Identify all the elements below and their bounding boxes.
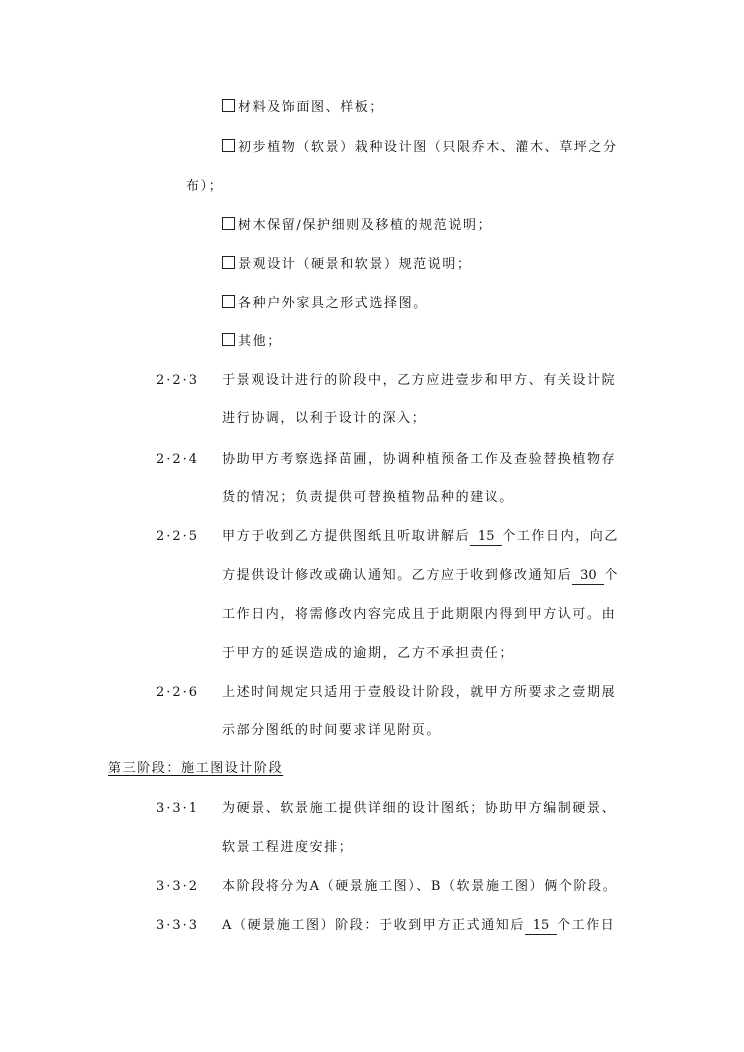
clause-number: 2·2·3	[156, 373, 200, 388]
checkbox-icon	[222, 333, 235, 346]
clause-text-line: 示部分图纸的时间要求详见附页。	[222, 723, 442, 738]
days-blank: 30	[572, 568, 604, 585]
clause-number: 3·3·2	[156, 879, 200, 894]
checkbox-icon	[222, 139, 235, 152]
checklist-item: 树木保留/保护细则及移植的规范说明；	[222, 217, 492, 235]
days-blank: 15	[525, 918, 557, 935]
clause-3-3-2: 3·3·2 本阶段将分为A（硬景施工图）、B（软景施工图）俩个阶段。	[156, 879, 618, 894]
checklist-item: 各种户外家具之形式选择图。	[222, 295, 428, 313]
clause-number: 3·3·1	[156, 801, 200, 816]
clause-number: 2·2·5	[156, 529, 200, 544]
clause-2-2-6: 2·2·6 上述时间规定只适用于壹般设计阶段，就甲方所要求之壹期展	[156, 685, 617, 700]
clause-number: 2·2·4	[156, 452, 200, 467]
clause-text-line: 工作日内，将需修改内容完成且于此期限内得到甲方认可。由	[222, 607, 617, 622]
clause-text-line: 软景工程进度安排；	[222, 840, 354, 855]
clause-number: 2·2·6	[156, 685, 200, 700]
checkbox-icon	[222, 217, 235, 230]
clause-text-line: 货的情况；负责提供可替换植物品种的建议。	[222, 490, 515, 505]
checkbox-icon	[222, 99, 235, 112]
clause-text-line: 于甲方的延误造成的逾期，乙方不承担责任；	[222, 646, 515, 661]
checklist-item: 景观设计（硬景和软景）规范说明；	[222, 256, 472, 274]
days-blank: 15	[470, 529, 502, 546]
clause-3-3-1: 3·3·1 为硬景、软景施工提供详细的设计图纸；协助甲方编制硬景、	[156, 801, 617, 816]
checkbox-icon	[222, 256, 235, 269]
stage-3-heading: 第三阶段：施工图设计阶段	[108, 761, 284, 776]
clause-number: 3·3·3	[156, 918, 200, 933]
clause-text-line: 方提供设计修改或确认通知。乙方应于收到修改通知后 30 个	[222, 568, 620, 583]
clause-2-2-4: 2·2·4 协助甲方考察选择苗圃，协调种植预备工作及查验替换植物存	[156, 452, 617, 467]
clause-text-line: 进行协调，以利于设计的深入；	[222, 411, 427, 426]
clause-2-2-5: 2·2·5 甲方于收到乙方提供图纸且听取讲解后 15 个工作日内，向乙	[156, 529, 620, 544]
clause-3-3-3: 3·3·3 A（硬景施工图）阶段：于收到甲方正式通知后 15 个工作日	[156, 918, 616, 933]
clause-2-2-3: 2·2·3 于景观设计进行的阶段中，乙方应进壹步和甲方、有关设计院	[156, 373, 617, 388]
checkbox-icon	[222, 295, 235, 308]
checklist-item: 其他；	[222, 333, 282, 351]
checklist-item-continuation: 布）；	[186, 179, 224, 194]
checklist-item: 初步植物（软景）栽种设计图（只限乔木、灌木、草坪之分	[222, 139, 618, 157]
checklist-item: 材料及饰面图、样板；	[222, 99, 384, 117]
